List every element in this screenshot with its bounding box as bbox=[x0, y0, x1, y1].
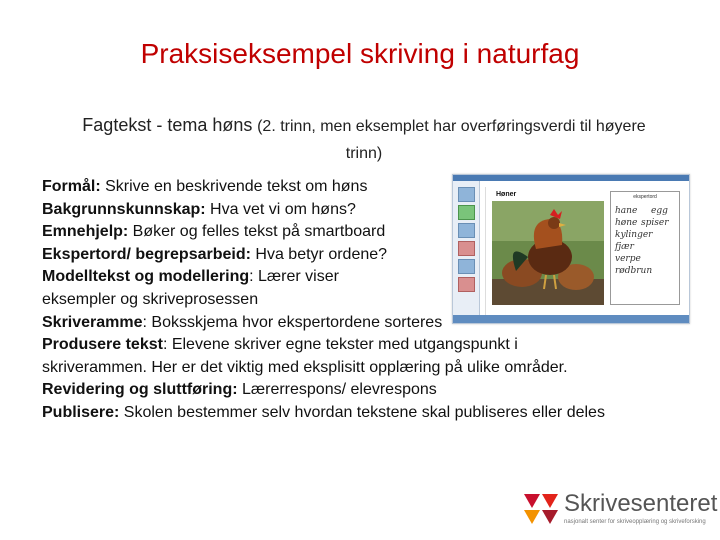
handwritten-word: egg bbox=[651, 206, 668, 216]
item-text: Hva vet vi om høns? bbox=[205, 200, 356, 218]
screenshot-taskbar bbox=[453, 315, 689, 323]
screenshot-titlebar bbox=[453, 175, 689, 181]
item-label: Bakgrunnskunnskap: bbox=[42, 200, 206, 218]
subtitle-note: (2. trinn, men eksemplet har overføringsverdi til høyere bbox=[257, 118, 646, 135]
item-label: Publisere: bbox=[42, 403, 120, 421]
item-label: Formål: bbox=[42, 178, 101, 195]
screenshot-toolbar bbox=[453, 181, 480, 315]
item-text: eksempler og skriveprosessen bbox=[42, 290, 259, 308]
item-label: Skriveramme bbox=[42, 313, 143, 331]
item-text: : Boksskjema hvor ekspertordene sorteres bbox=[142, 313, 443, 331]
page-title: Praksiseksempel skriving i naturfag bbox=[140, 38, 580, 69]
skrivesenteret-logo bbox=[520, 488, 720, 532]
handwritten-word: verpe bbox=[615, 254, 641, 264]
tool-icon bbox=[458, 241, 475, 256]
item-text: Bøker og felles tekst på smartboard bbox=[128, 223, 386, 241]
handwritten-notes bbox=[610, 191, 680, 305]
subtitle-note-cont: trinn) bbox=[345, 145, 383, 162]
subtitle-main: Fagtekst - tema høns bbox=[82, 115, 253, 135]
item-text: Skolen bestemmer selv hvordan tekstene skal publiseres eller deles bbox=[119, 403, 605, 421]
list-item-cont bbox=[42, 357, 682, 380]
logo-name: Skrivesenteret bbox=[564, 490, 718, 517]
handwritten-word: kylinger bbox=[615, 230, 653, 240]
handwritten-word: spiser bbox=[641, 218, 669, 228]
handwritten-word: rødbrun bbox=[615, 266, 653, 276]
item-label: Modelltekst og modellering bbox=[42, 268, 250, 286]
list-item bbox=[42, 402, 682, 425]
item-text: Skrive en beskrivende tekst om høns bbox=[100, 178, 368, 195]
item-text: : Elevene skriver egne tekster med utgangspunkt i bbox=[162, 336, 518, 354]
subtitle bbox=[44, 112, 684, 167]
notes-header: ekspertord bbox=[633, 194, 657, 200]
logo-tagline: nasjonalt senter for skriveopplæring og skriveforsking bbox=[564, 519, 706, 525]
item-text: Hva betyr ordene? bbox=[250, 245, 388, 263]
item-text: Lærerrespons/ elevrespons bbox=[237, 381, 437, 399]
chicken-photo bbox=[492, 201, 604, 305]
smartboard-screenshot bbox=[452, 174, 690, 324]
list-item bbox=[42, 334, 682, 357]
logo-mark-icon bbox=[522, 492, 560, 526]
handwritten-word: høne bbox=[615, 218, 638, 228]
handwritten-word: hane bbox=[615, 206, 638, 216]
handwritten-word: fjær bbox=[615, 242, 634, 252]
tool-icon bbox=[458, 259, 475, 274]
item-label: Ekspertord/ begrepsarbeid: bbox=[42, 245, 251, 263]
item-text: : Lærer viser bbox=[249, 268, 339, 286]
screenshot-page bbox=[485, 187, 684, 315]
list-item bbox=[42, 379, 682, 402]
tool-icon bbox=[458, 223, 475, 238]
item-label: Revidering og sluttføring: bbox=[42, 381, 238, 399]
item-text: skriverammen. Her er det viktig med eksplisitt opplæring på ulike områder. bbox=[42, 358, 568, 376]
tool-icon bbox=[458, 187, 475, 202]
screenshot-doc-title: Høner bbox=[496, 191, 517, 198]
item-label: Emnehjelp: bbox=[42, 223, 129, 241]
item-label: Produsere tekst bbox=[42, 336, 163, 354]
tool-icon bbox=[458, 205, 475, 220]
tool-icon bbox=[458, 277, 475, 292]
